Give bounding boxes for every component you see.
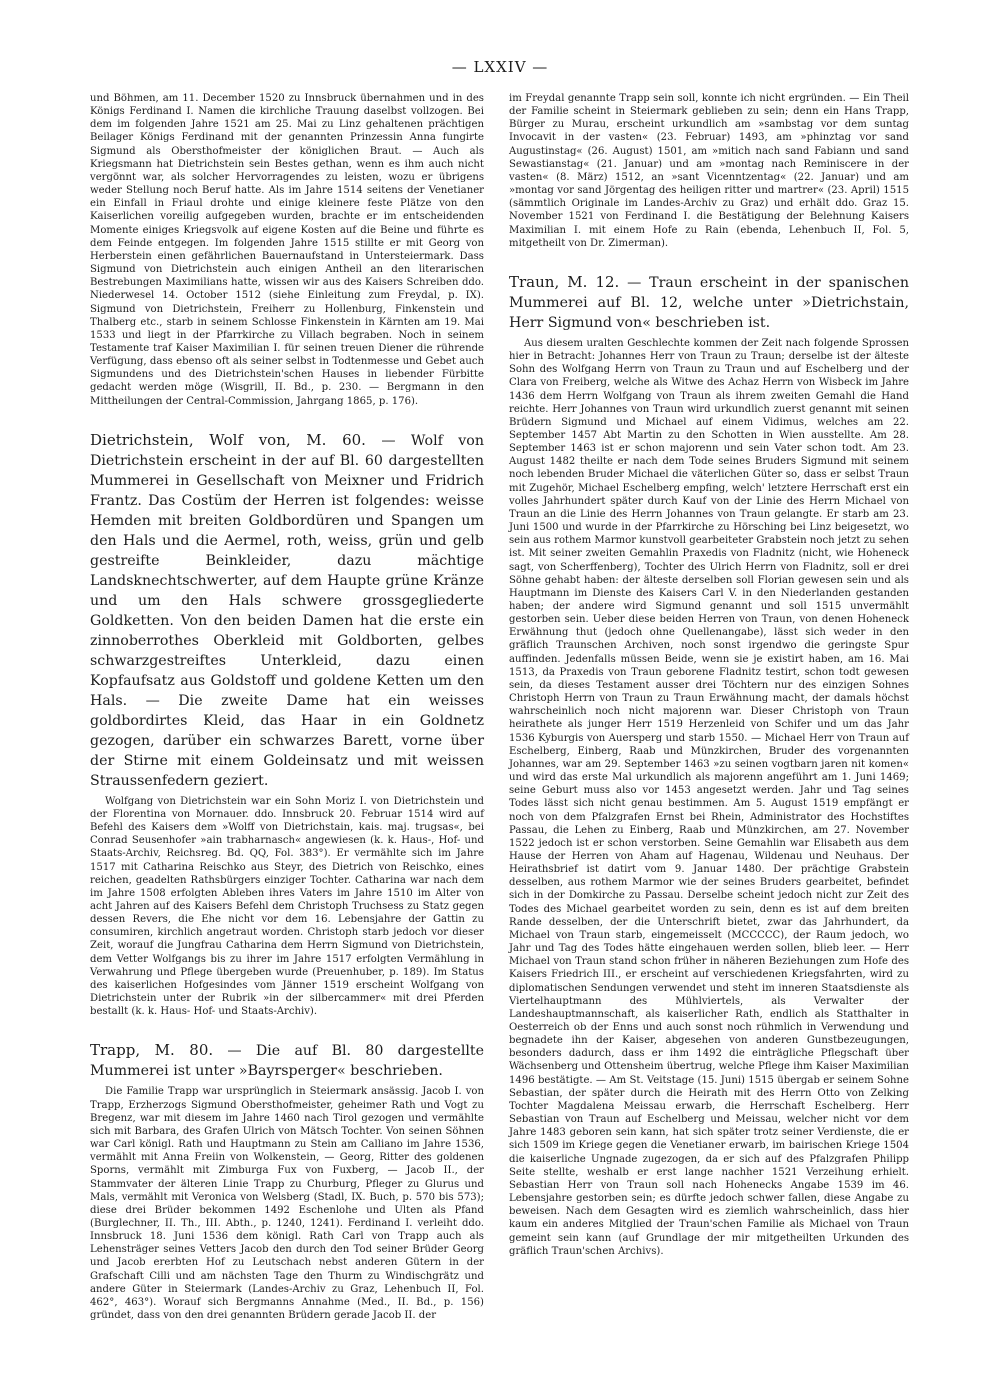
entry-dietrichstein-lead — [90, 430, 484, 791]
left-column — [90, 92, 484, 1322]
right-column — [509, 92, 909, 1258]
entry-lead-text: — Wolf von Dietrichstein erscheint in der auf Bl. 60 dargestellten Mummerei in Gesellschaft von Meixner und Fridrich Frantz. Das Costüm der Herren ist folgendes: weisse Hemden mit breiten Goldbordüren und Spangen um den Hals und die Aermel, roth, weiss, grün und gelb gestreifte Beinkleider, dazu mächtige Landsknechtschwerter, auf dem Haupte grüne Kränze und um den Hals schwere grossgegliederte Goldketten. Von den beiden Damen hat die erste ein zinnoberrothes Oberkleid mit Goldborten, gelbes schwarzgestreiftes Unterkleid, dazu einen Kopfaufsatz aus Goldstoff und goldene Ketten um den Hals. — Die zweite Dame hat ein weisses goldbordirtes Kleid, das Haar in ein Goldnetz gezogen, darüber ein schwarzes Barett, vorne über der Stirne mit einem Goldeinsatz und mit weissen Straussenfedern geziert. — [90, 432, 484, 789]
entry-heading-trapp: Trapp, M. 80. — [90, 1041, 214, 1060]
entry-lead-text: — Die auf Bl. 80 dargestellte Mummerei ist unter »Bayrsperger« beschrieben. — [90, 1043, 485, 1080]
entry-traun-lead — [509, 272, 909, 333]
paragraph-trapp-continued: im Freydal genannte Trapp sein soll, konnte ich nicht ergründen. — Ein Theil der Familie scheint in Steiermark geblieben zu sein; denn ein Hans Trapp, Bürger zu Murau, erscheint urkundlich am »sambstag vor dem suntag Invocavit in der vasten« (23. Februar) 1493, am »phinztag vor sand Augustinstag« (26. August) 1501, am »mitich nach sand Fabiann und sand Sewastianstag« (21. Januar) und am »montag nach Reminiscere in der vasten« (8. März) 1512, an »sant Vicenntzentag« (22. Januar) und am »montag vor sand Jörgentag des heiligen ritter und martrer« (23. April) 1515 (sämmtlich Originale im Landes-Archiv zu Graz) und erhält ddo. Graz 15. November 1521 von Ferdinand I. die Bestätigung der Belehnung Kaisers Maximilian I. mit einem Hofe zu Rain (ebenda, Lehenbuch II, Fol. 5, mitgetheilt von Dr. Zimerman). — [509, 93, 909, 249]
entry-lead-text: — Traun erscheint in der spanischen Mummerei auf Bl. 12, welche unter »Dietrichstain, Herr Sigmund von« beschrieben ist. — [509, 274, 909, 331]
entry-dietrichstein-body: Wolfgang von Dietrichstein war ein Sohn Moriz I. von Dietrichstein und der Florentina von Mornauer. ddo. Innsbruck 20. Februar 1514 wird auf Befehl des Kaisers dem »Wolff von Dietrichstain, kais. maj. trugsas«, bei Conrad Seusenhofer »ain trabharnasch« angewiesen (k. k. Haus-, Hof- und Staats-Archiv, Reichsreg. Bd. QQ, Fol. 383°). Er vermählte sich im Jahre 1517 mit Catharina Reischko aus Steyr, des Dietrich von Reischko, eines reichen, geadelten Rathsbürgers einziger Tochter. Catharina war nach dem im Jahre 1508 erfolgten Ableben ihres Vaters im Jahre 1510 im Alter von acht Jahren auf des Kaisers Befehl dem Christoph Truchsess zu Statz gegen dessen Revers, die Ehe nicht vor dem 16. Lebensjahre der Gattin zu consumiren, kirchlich angetraut worden. Christoph starb jedoch vor dieser Zeit, worauf die Jungfrau Catharina dem Herrn Sigmund von Dietrichstein, dem Vetter Wolfgangs bis zu ihrer im Jahre 1517 erfolgten Vermählung in Verwahrung und Pflege übergeben wurde (Preuenhuber, p. 189). Im Status des kaiserlichen Hofgesindes vom Jänner 1519 erscheint Wolfgang von Dietrichstein unter der Rubrik »in der silbercammer« mit drei Pferden bestallt (k. k. Haus- Hof- und Staats-Archiv). — [90, 795, 484, 1018]
entry-traun-body: Aus diesem uralten Geschlechte kommen der Zeit nach folgende Sprossen hier in Betracht: Johannes Herr von Traun zu Traun; derselbe ist der älteste Sohn des Wolfgang Herrn von Traun zu Traun und auf Eschelberg und der Clara von Freiberg, welche als Witwe des Achaz Herrn von Wisbeck im Jahre 1436 dem Herrn Wolfgang von Traun als ihrem zweiten Gemahl die Hand reichte. Herr Johannes von Traun wird urkundlich zuerst genannt mit seinen Brüdern Sigmund und Michael auf einem Vidimus, welches am 22. September 1457 Abt Martin zu den Schotten in Wien ausstellte. Am 28. September 1463 ist er schon majorenn und sein Vater schon todt. Am 23. August 1482 theilte er nach dem Tode seines Bruders Sigmund mit seinem noch lebenden Bruder Michael die väterlichen Güter so, dass er selbst Traun mit Zugehör, Michael Eschelberg empfing, welch' letztere Herrschaft erst ein volles Jahrhundert später durch Kauf von der Linie des Herrn Michael von Traun an die Linie des Herrn Johannes von Traun gelangte. Er starb am 23. Juni 1500 und wurde in der Pfarrkirche zu Hörsching bei Linz beigesetzt, wo sein aus rothem Marmor kunstvoll gearbeiteter Grabstein noch jetzt zu sehen ist. Mit seiner zweiten Gemahlin Praxedis von Fladnitz (nicht, wie Hoheneck sagt, von Scherffenberg), Tochter des Ulrich Herrn von Fladnitz, soll er drei Söhne gehabt haben: der älteste derselben soll Florian gewesen sein und als Hauptmann im Dienste des Kaisers Carl V. in den Niederlanden gestanden haben; der andere wird Sigmund genannt und soll 1515 unvermählt gestorben sein. Ueber diese beiden Herren von Traun, von denen Hoheneck Erwähnung thut (jedoch ohne Quellenangabe), lässt sich weder in den gräflich Traunschen Archiven, noch sonst irgendwo die geringste Spur auffinden. Jedenfalls müssen Beide, wenn sie je existirt haben, am 16. Mai 1513, da Praxedis von Traun geborene Fladnitz testirt, schon todt gewesen sein, da dieses Testament ausser drei Töchtern nur des einzigen Sohnes Christoph Herrn von Traun zu Traun Erwähnung macht, der damals höchst wahrscheinlich noch nicht majorenn war. Dieser Christoph von Traun heirathete als junger Herr 1519 Herzenleid von Schifer und um das Jahr 1536 Kyburgis von Auersperg und starb 1550. — Michael Herr von Traun auf Eschelberg, Einberg, Raab und Münzkirchen, Bruder des vorgenannten Johannes, war am 29. September 1463 »zu seinen vogtbarn jaren nit komen« und wird das erste Mal urkundlich als majorenn angeführt am 1. Juni 1469; seine Geburt muss also vor 1453 angesetzt werden. Jahr und Tag seines Todes lässt sich nicht genau bestimmen. Am 5. August 1519 empfängt er noch von dem Pfalzgrafen Ernst bei Rhein, Administrator des Hochstiftes Passau, die Lehen zu Einberg, Raab und Münzkirchen, am 27. November 1522 jedoch ist er schon verstorben. Seine Gemahlin war Elisabeth aus dem Hause der Herren von Aham auf Hagenau, Wildenau und Neuhaus. Der Heirathsbrief ist datirt vom 9. Januar 1480. Der prächtige Grabstein desselben, aus rothem Marmor wie der seines Bruders gearbeitet, befindet sich in der Domkirche zu Passau. Derselbe scheint jedoch nicht zur Zeit des Todes des Michael gearbeitet worden zu sein, denn es ist auf dem breiten Rande desselben, der die Unterschrift bietet, zwar das Jahrhundert, da Michael von Traun starb, eingemeisselt (MCCCCC), der Raum jedoch, wo Jahr und Tag des Todes hätte eingehauen werden sollen, blieb leer. — Herr Michael von Traun stand schon früher in näheren Beziehungen zum Hofe des Kaisers Friedrich III., er erscheint auf verschiedenen Kriegsfahrten, wird zu diplomatischen Sendungen verwendet und steht im inneren Staatsdienste als Viertelhauptmann des Mühlviertels, als Verwalter der Landeshauptmannschaft, als kaiserlicher Rath, endlich als Statthalter in Oesterreich ob der Enns und auch sonst noch rühmlich in Verwendung und begnadete ihn der Kaiser, abgesehen von anderen Gunstbezeugungen, besonders dadurch, dass er ihm 1492 die einträgliche Pflegschaft über Wächsenberg und Ottensheim übertrug, welche Pflege ihm Kaiser Maximilian 1496 bestätigte. — Am St. Veitstage (15. Juni) 1515 übergab er seinem Sohne Sebastian, der später durch die Heirath mit des Herrn Otto von Zelking Tochter Magdalena Meissau erwarb, die Herrschaft Eschelberg. Herr Sebastian von Traun auf Eschelberg und Meissau, welcher nicht vor dem Jahre 1483 geboren sein kann, hat sich später trotz seiner Verdienste, die er sich 1509 im Kriege gegen die Venetianer erwarb, im bairischen Kriege 1504 die kaiserliche Ungnade zugezogen, da er sich auf des Pfalzgrafen Philipp Seite stellte, weshalb er erst lange nachher 1521 Verzeihung erhielt. Sebastian Herr von Traun soll nach Hohenecks Angabe 1539 im 46. Lebensjahre gestorben sein; es dürfte jedoch schwer fallen, diese Angabe zu beweisen. Nach dem Gesagten wird es ziemlich wahrscheinlich, dass hier kaum ein anderes Mitglied der Traun'schen Familie als Michael von Traun gemeint sein kann (auf Grundlage der mir mitgetheilten Urkunden des gräflich Traun'schen Archivs). — [509, 337, 909, 1257]
page-number: — LXXIV — — [451, 58, 549, 76]
entry-heading-dietrichstein: Dietrichstein, Wolf von, M. 60. — [90, 430, 366, 449]
paragraph-sigmund-continued: und Böhmen, am 11. December 1520 zu Innsbruck übernahmen und in des Königs Ferdinand I. Namen die kirchliche Trauung daselbst vollzogen. Bei dem im folgenden Jahre 1521 am 25. Mai zu Linz gehaltenen prächtigen Beilager Königs Ferdinand mit der genannten Prinzessin Anna fungirte Sigmund als Obersthofmeister der königlichen Braut. — Auch als Kriegsmann hat Dietrichstein sein Bestes gethan, wenn es ihm auch nicht vergönnt war, als solcher Hervorragendes zu leisten, wozu er übrigens weder Stellung noch Beruf hatte. Als im Jahre 1514 seitens der Venetianer ein Einfall in Friaul drohte und einige kleinere feste Plätze von den Kaiserlichen voreilig aufgegeben wurden, brachte er im entscheidenden Momente einiges Kriegsvolk auf eigene Kosten auf die Beine und führte es dem Feinde entgegen. Im folgenden Jahre 1515 stillte er mit Georg von Herberstein einen gefährlichen Bauernaufstand in Untersteiermark. Dass Sigmund von Dietrichstein auch einigen Antheil an den literarischen Bestrebungen Maximilians hatte, wissen wir aus des Kaisers Schreiben ddo. Niederwesel 14. October 1512 (siehe Einleitung zum Freydal, p. IX). Sigmund von Dietrichstein, Freiherr zu Hollenburg, Finkenstein und Thalberg etc., starb in seinem Schlosse Finkenstein in Kärnten am 19. Mai 1533 und liegt in der Pfarrkirche zu Villach begraben. Noch in seinem Testamente traf Kaiser Maximilian I. für seinen treuen Diener die rührende Verfügung, dass ebenso oft als seiner selbst in Todtenmesse und Gebet auch Sigmundens und des Dietrichstein'schen Hauses in liebender Fürbitte gedacht werden möge (Wisgrill, II. Bd., p. 230. — Bergmann in den Mittheilungen der Central-Commission, Jahrgang 1865, p. 176). — [90, 93, 484, 407]
entry-trapp-lead — [90, 1040, 484, 1081]
entry-trapp-body: Die Familie Trapp war ursprünglich in Steiermark ansässig. Jacob I. von Trapp, Erzherzogs Sigmund Obersthofmeister, geheimer Rath und Vogt zu Bregenz, war mit diesem im Jahre 1460 nach Tirol gezogen und vermählte sich mit Barbara, des Grafen Ulrich von Mätsch Tochter. Von seinen Söhnen war Carl königl. Rath und Hauptmann zu Stein am Calliano im Jahre 1536, vermählt mit Anna Freiin von Wolkenstein, — Georg, Ritter des goldenen Sporns, vermählt mit Zimburga Fux von Fuxberg, — Jacob II., der Stammvater der älteren Linie Trapp zu Churburg, Pfleger zu Glurus und Mals, vermählt mit Veronica von Welsberg (Stadl, IX. Buch, p. 570 bis 573); diese drei Brüder bekommen 1492 Eschenlohe und Ulten als Pfand (Burglechner, II. Th., III. Abth., p. 1240, 1241). Ferdinand I. verleiht ddo. Innsbruck 18. Juni 1536 dem königl. Rath Carl von Trapp auch als Lehensträger seines Vetters Jacob den durch den Tod seiner Brüder Georg und Jacob ererbten Hof zu Leutschach nebst anderen Gütern in der Grafschaft Cilli und am nächsten Tage den Thurm zu Windischgrätz und andere Güter in Steiermark (Landes-Archiv zu Graz, Lehenbuch II, Fol. 462°, 463°). Worauf sich Bergmanns Annahme (Med., II. Bd., p. 156) gründet, dass von den drei genannten Brüdern gerade Jacob II. der — [90, 1086, 484, 1322]
entry-heading-traun: Traun, M. 12. — [509, 272, 620, 291]
